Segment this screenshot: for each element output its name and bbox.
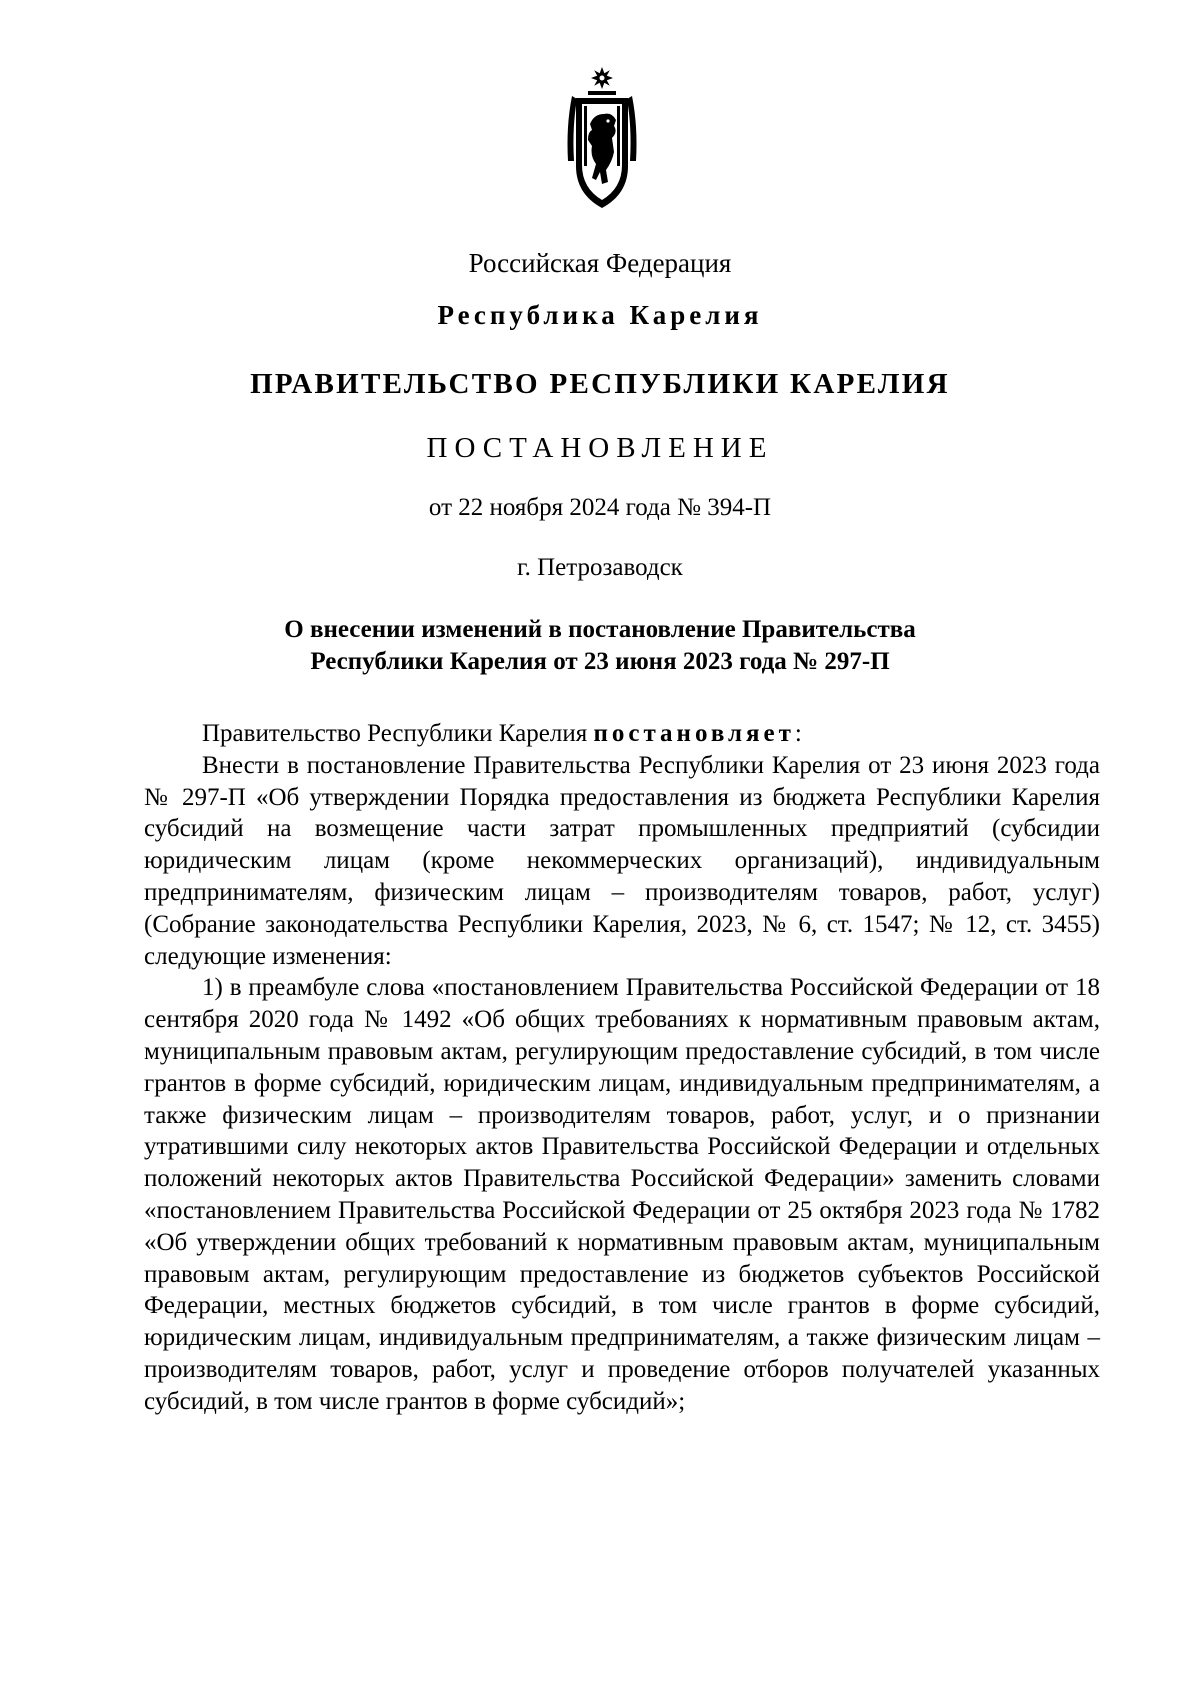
document-type: ПОСТАНОВЛЕНИЕ	[426, 432, 774, 464]
body-paragraph-1: Внести в постановление Правительства Республики Карелия от 23 июня 2023 года № 297-П «Об утверждении Порядка предоставления из бюджета Республики Карелия субсидий на возмещение части затрат промышленных предприятий (субсидии юридическим лицам (кроме некоммерческих организаций), индивидуальным предпринимателям, физическим лицам – производителям товаров, работ, услуг) (Собрание законодательства Республики Карелия, 2023, № 6, ст. 1547; № 12, ст. 3455) следующие изменения:	[144, 751, 1100, 970]
intro-prefix: Правительство Республики Карелия	[202, 720, 594, 747]
subject-line-2: Республики Карелия от 23 июня 2023 года № 297-П	[310, 648, 890, 675]
intro-suffix: :	[794, 720, 802, 747]
intro-keyword: постановляет	[593, 720, 795, 747]
republic-name: Республика Карелия	[437, 300, 763, 330]
document-body	[144, 718, 1100, 1418]
karelia-coat-of-arms-icon	[562, 66, 642, 216]
document-city: г. Петрозаводск	[517, 554, 683, 581]
subject-line-1: О внесении изменений в постановление Правительства	[284, 616, 916, 643]
country-name: Российская Федерация	[468, 248, 732, 278]
intro-paragraph	[144, 718, 1100, 750]
document-date-number: от 22 ноября 2024 года № 394-П	[428, 494, 772, 521]
body-paragraph-2: 1) в преамбуле слова «постановлением Правительства Российской Федерации от 18 сентября 2020 года № 1492 «Об общих требованиях к нормативным правовым актам, муниципальным правовым актам, регулирующим предоставление субсидий, в том числе грантов в форме субсидий, юридическим лицам, индивидуальным предпринимателям, а также физическим лицам – производителям товаров, работ, услуг, и о признании утратившими силу некоторых актов Правительства Российской Федерации и отдельных положений некоторых актов Правительства Российской Федерации» заменить словами «постановлением Правительства Российской Федерации от 25 октября 2023 года № 1782 «Об утверждении общих требований к нормативным правовым актам, муниципальным правовым актам, регулирующим предоставление из бюджетов субъектов Российской Федерации, местных бюджетов субсидий, в том числе грантов в форме субсидий, юридическим лицам, индивидуальным предпринимателям, а также физическим лицам – производителям товаров, работ, услуг и проведение отборов получателей указанных субсидий, в том числе грантов в форме субсидий»;	[144, 974, 1100, 1415]
document-subject	[0, 614, 1200, 678]
government-name: ПРАВИТЕЛЬСТВО РЕСПУБЛИКИ КАРЕЛИЯ	[250, 368, 950, 400]
